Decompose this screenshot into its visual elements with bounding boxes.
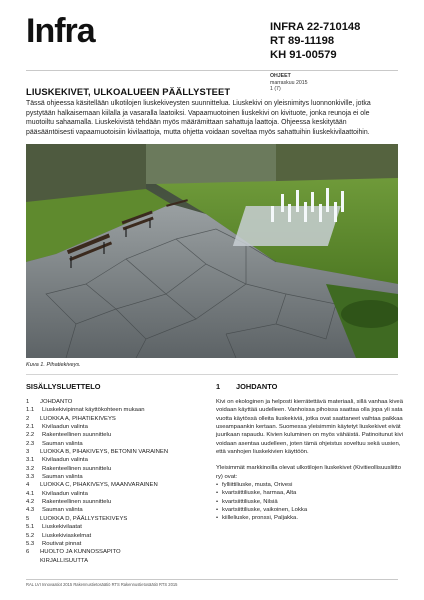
- section-title: JOHDANTO: [236, 382, 278, 391]
- document-meta: [270, 73, 308, 93]
- toc-item-number: 2: [26, 415, 30, 422]
- stone-list: [216, 481, 404, 523]
- toc-item-text: Rakenteellinen suunnittelu: [42, 465, 112, 472]
- document-title: LIUSKEKIVET, ULKOALUEEN PÄÄLLYSTEET: [26, 86, 231, 97]
- toc-item-text: Rakenteellinen suunnittelu: [42, 432, 112, 439]
- cover-photo: [26, 144, 398, 358]
- toc-item-number: 6: [26, 549, 30, 556]
- toc-item-number: 1.1: [26, 407, 35, 414]
- meta-date: marraskuu 2015: [270, 79, 308, 86]
- toc-item-text: LUOKKA C, PIHAKIVEYS, MAANVARAINEN: [40, 482, 158, 489]
- toc-item-text: Kivilaadun valinta: [42, 457, 88, 464]
- toc-item-text: HUOLTO JA KUNNOSSAPITO: [40, 549, 121, 556]
- code-kh: KH 91-00579: [270, 49, 337, 61]
- toc-item: [26, 498, 196, 506]
- code-infra: INFRA 22-710148: [270, 21, 361, 33]
- toc-item-text: Rakenteellinen suunnittelu: [42, 499, 112, 506]
- toc-item-text: Liuskekiviaskelmat: [42, 532, 92, 539]
- toc-item-text: Liuskekivipinnat käyttökohteen mukaan: [42, 407, 145, 414]
- section-heading: [216, 382, 277, 391]
- footer-text: RAL LVI Innovaatiot 2015 Rakennustietosäätiö RTS Rakennustietosäätiö RTS 2015: [26, 582, 178, 587]
- toc-item: [26, 540, 196, 548]
- toc-item: [26, 532, 196, 540]
- toc-item-number: 3.2: [26, 465, 35, 472]
- toc-item: [26, 415, 196, 423]
- toc-item: [26, 490, 196, 498]
- toc-item-text: Sauman valinta: [42, 507, 83, 514]
- toc-item: [26, 440, 196, 448]
- toc-item: [26, 515, 196, 523]
- toc-item-number: 4.1: [26, 490, 35, 497]
- toc-item: [26, 456, 196, 464]
- toc-item-text: Sauman valinta: [42, 474, 83, 481]
- toc-item: [26, 523, 196, 531]
- section-number: 1: [216, 382, 221, 391]
- stone-list-item: • kiilleliuske, pronssi, Paljakka.: [216, 514, 404, 522]
- toc-item: [26, 406, 196, 414]
- section-divider: [26, 374, 398, 375]
- toc-item-number: 2.3: [26, 440, 35, 447]
- toc-item-number: 3: [26, 449, 30, 456]
- toc-item-number: 2.2: [26, 432, 35, 439]
- toc-item: [26, 481, 196, 489]
- toc-item-number: 3.1: [26, 457, 35, 464]
- toc-item-number: 2.1: [26, 424, 35, 431]
- toc-item-text: LUOKKA B, PIHAKIVEYS, BETONIN VARAINEN: [40, 449, 169, 456]
- toc-item-text: JOHDANTO: [40, 399, 73, 405]
- toc-item-text: Kivilaadun valinta: [42, 490, 88, 497]
- toc-item: [26, 465, 196, 473]
- infra-logo: Infra: [26, 12, 95, 50]
- document-codes: [270, 20, 360, 62]
- meta-page: 1 (7): [270, 86, 281, 93]
- toc-item: [26, 473, 196, 481]
- toc-title: SISÄLLYSLUETTELO: [26, 382, 101, 391]
- toc-item-text: LUOKKA D, PÄÄLLYSTEKIVEYS: [40, 515, 128, 522]
- code-rt: RT 89-11198: [270, 35, 335, 47]
- toc-item-number: 5.1: [26, 524, 35, 531]
- toc-item: [26, 557, 196, 565]
- photo-caption: Kuva 1. Pihatiekiveys.: [26, 362, 81, 368]
- meta-label: OHJEET: [270, 73, 291, 79]
- toc-item: [26, 398, 196, 406]
- stone-list-item: • kvartsiittiliuske, Nilsiä: [216, 498, 404, 506]
- toc-item-text: Routivat pinnat: [42, 540, 82, 547]
- toc-item: [26, 548, 196, 556]
- toc-item: [26, 431, 196, 439]
- toc-item-text: Kivilaadun valinta: [42, 424, 88, 431]
- stone-list-item: • kvartsiittiliuske, vaikoinen, Lokka: [216, 506, 404, 514]
- body-paragraph-1: Kivi on ekologinen ja helposti kierrätettävä materiaali, sillä vanhaa kiveä voidaan käyttää uudelleen. Vanhoissa pihoissa saattaa olla jopa yli sata vuotta käytössä olleita liuskekiviä, jotka ovat saattaneet vaihtaa paikkaa useampaankin kertaan. Suomessa yleisimmin käytetyt liuskekivet eivät juurikaan rapaudu. Kivien kuluminen on myös vähäistä. Patinoitunut kivi voidaan asentaa uudelleen, joten tämä ohjeistus soveltuu sekä uusien, että vanhojen liuskekivien käyttöön.: [216, 399, 403, 456]
- toc-item-number: 4.3: [26, 507, 35, 514]
- toc-item-text: Liuskekivilaatat: [42, 524, 82, 531]
- toc-item-number: 5.3: [26, 540, 35, 547]
- toc-item-number: 4: [26, 482, 30, 489]
- toc-item-number: 5: [26, 515, 30, 522]
- toc-item-text: LUOKKA A, PIHATIEKIVEYS: [40, 415, 116, 422]
- toc-item-number: 1: [26, 399, 30, 405]
- toc-item: [26, 423, 196, 431]
- table-of-contents: [26, 398, 196, 565]
- intro-paragraph: Tässä ohjeessa käsitellään ulkotilojen liuskekiveysten suunnittelua. Liuskekivi on yleisnimitys luonnonkiville, jotka pystytään halkaisemaan kiilalla ja vasaralla laatoiksi. Vapaamuotoinen liuskekivi on kivituote, jonka reunoja ei ole muotoiltu sahaamalla. Liuskekivistä tehdään myös määrämittaan sahattuja laattoja. Ohjeessa keskitytään pääsääntöisesti vapaamuotoisiin kivilaattoja, mutta ohjetta voidaan soveltaa myös sahattuihin liuskekivilaattoihin.: [26, 100, 371, 136]
- toc-item-text: Sauman valinta: [42, 440, 83, 447]
- header-divider: [26, 70, 398, 71]
- body-paragraph-2: Yleisimmät markkinoilla olevat ulkotilojen liuskekivet (Kivitieollisuusliitto ry) ovat:: [216, 465, 401, 480]
- toc-item-number: 5.2: [26, 532, 35, 539]
- toc-item-number: 4.2: [26, 499, 35, 506]
- toc-item-number: 3.3: [26, 474, 35, 481]
- toc-item: [26, 448, 196, 456]
- toc-item-text: KIRJALLISUUTTA: [40, 557, 89, 564]
- stone-list-item: • kvartsiittiliuske, harmaa, Alta: [216, 489, 404, 497]
- stone-list-item: • fylliittiliuske, musta, Orivesi: [216, 481, 404, 489]
- footer-divider: [26, 579, 398, 580]
- section-body: [216, 398, 404, 523]
- toc-item: [26, 506, 196, 514]
